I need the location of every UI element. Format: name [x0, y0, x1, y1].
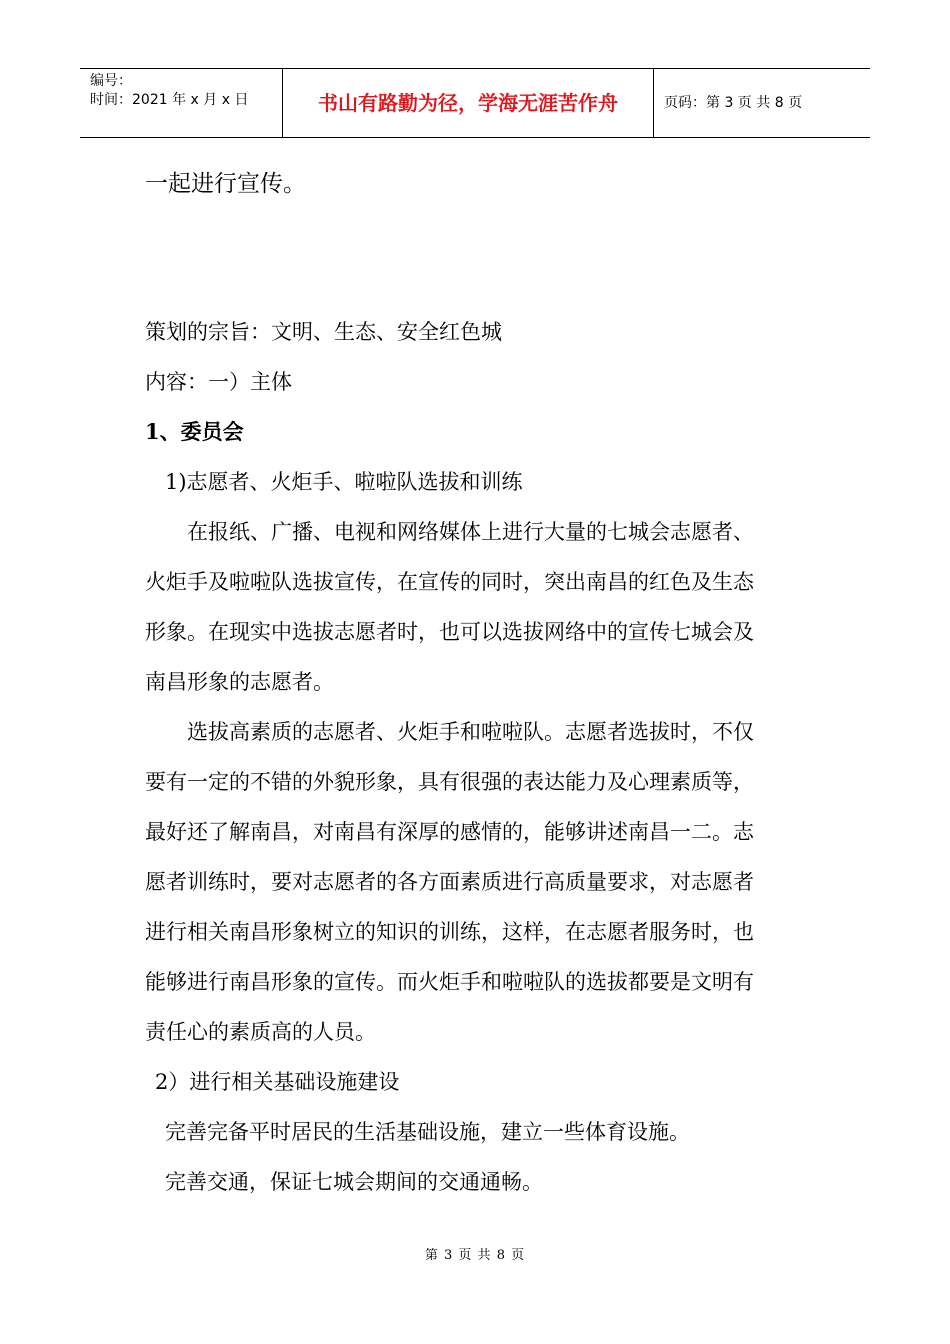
paragraph-line: 能够进行南昌形象的宣传。而火炬手和啦啦队的选拔都要是文明有	[145, 970, 754, 994]
paragraph-line: 完善完备平时居民的生活基础设施，建立一些体育设施。	[165, 1120, 690, 1144]
subsection-heading-volunteers: 1)志愿者、火炬手、啦啦队选拔和训练	[165, 470, 523, 494]
content-heading: 内容：一）主体	[145, 370, 292, 394]
plan-purpose: 策划的宗旨：文明、生态、安全红色城	[145, 320, 502, 344]
paragraph-line: 形象。在现实中选拔志愿者时，也可以选拔网络中的宣传七城会及	[145, 620, 754, 644]
paragraph-line: 南昌形象的志愿者。	[145, 670, 334, 694]
document-date: 时间：2021 年 x 月 x 日	[90, 92, 249, 108]
paragraph-line: 责任心的素质高的人员。	[145, 1020, 376, 1044]
header-motto: 书山有路勤为径，学海无涯苦作舟	[282, 69, 654, 137]
page-header	[80, 68, 870, 138]
paragraph-line: 愿者训练时，要对志愿者的各方面素质进行高质量要求，对志愿者	[145, 870, 754, 894]
paragraph-line: 最好还了解南昌，对南昌有深厚的感情的，能够讲述南昌一二。志	[145, 820, 754, 844]
document-number-label: 编号：	[90, 73, 132, 89]
paragraph-continuation: 一起进行宣传。	[145, 171, 306, 197]
section-heading-committee: 1、委员会	[145, 419, 244, 444]
paragraph-line: 选拔高素质的志愿者、火炬手和啦啦队。志愿者选拔时，不仅	[187, 720, 754, 744]
paragraph-line: 要有一定的不错的外貌形象，具有很强的表达能力及心理素质等，	[145, 770, 754, 794]
page-footer-number: 第 3 页 共 8 页	[424, 1248, 526, 1263]
paragraph-line: 进行相关南昌形象树立的知识的训练，这样，在志愿者服务时，也	[145, 920, 754, 944]
subsection-heading-infrastructure: 2）进行相关基础设施建设	[155, 1070, 400, 1094]
header-meta	[80, 69, 282, 137]
paragraph-line: 完善交通，保证七城会期间的交通通畅。	[165, 1170, 543, 1194]
header-page-info: 页码：第 3 页 共 8 页	[664, 95, 803, 111]
paragraph-line: 在报纸、广播、电视和网络媒体上进行大量的七城会志愿者、	[187, 520, 754, 544]
paragraph-line: 火炬手及啦啦队选拔宣传，在宣传的同时，突出南昌的红色及生态	[145, 570, 754, 594]
